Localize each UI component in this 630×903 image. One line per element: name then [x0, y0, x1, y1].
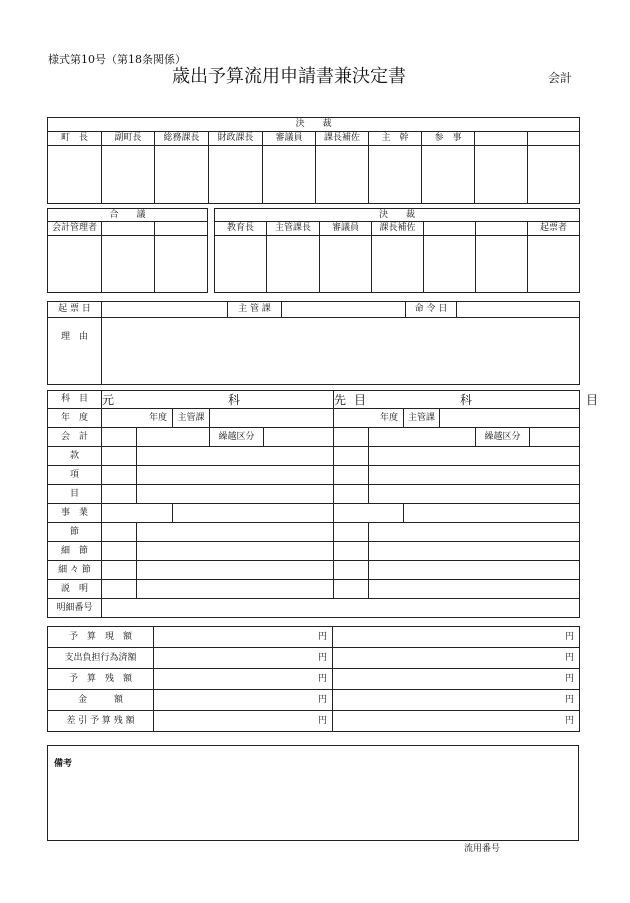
detail-number-field[interactable]	[102, 599, 580, 618]
consult-label: 合 議	[48, 209, 208, 222]
role-cell	[475, 132, 528, 146]
form-number: 様式第10号（第18条関係）	[48, 53, 186, 66]
role-cell: 課長補佐	[372, 222, 424, 236]
role-cell: 町 長	[48, 132, 102, 146]
from-amount-field[interactable]: 円	[154, 627, 333, 648]
stamp-cell[interactable]	[316, 146, 369, 204]
row-label: 明細番号	[48, 599, 102, 618]
stamp-cell[interactable]	[422, 146, 475, 204]
dept-field[interactable]	[282, 302, 406, 318]
row-label: 款	[48, 447, 102, 466]
to-amount-field[interactable]: 円	[333, 648, 580, 669]
role-cell: 会計管理者	[48, 222, 102, 236]
dept-label-cell: 主 管 課	[228, 302, 282, 318]
row-label: 細 々 節	[48, 561, 102, 580]
from-amount-field[interactable]: 円	[154, 711, 333, 732]
from-dept-field[interactable]	[210, 409, 334, 428]
role-cell: 参 事	[422, 132, 475, 146]
order-date-label: 命 令 日	[406, 302, 457, 318]
from-amount-field[interactable]: 円	[154, 648, 333, 669]
account-label: 会 計	[48, 428, 102, 447]
row-label: 節	[48, 523, 102, 542]
dept-label: 会計	[548, 71, 573, 85]
role-cell: 審議員	[263, 132, 316, 146]
to-name[interactable]	[369, 485, 580, 504]
amount-row-label: 予 算 現 額	[48, 627, 154, 648]
from-business-name[interactable]	[173, 504, 334, 523]
to-dept-label: 主管課	[404, 409, 440, 428]
stamp-cell[interactable]	[48, 236, 102, 293]
from-code[interactable]	[102, 466, 137, 485]
from-name[interactable]	[137, 485, 334, 504]
from-dept-label: 主管課	[173, 409, 210, 428]
to-name[interactable]	[369, 561, 580, 580]
reason-field[interactable]	[102, 318, 580, 385]
to-code[interactable]	[334, 485, 369, 504]
stamp-cell[interactable]	[209, 146, 263, 204]
from-name[interactable]	[137, 523, 334, 542]
role-cell: 財政課長	[209, 132, 263, 146]
approval2-label: 決 裁	[215, 209, 580, 222]
role-cell	[528, 132, 580, 146]
to-amount-field[interactable]: 円	[333, 669, 580, 690]
stamp-cell[interactable]	[48, 146, 102, 204]
from-account-code[interactable]	[102, 428, 137, 447]
amounts-table	[47, 626, 580, 732]
from-code[interactable]	[102, 580, 137, 599]
to-code[interactable]	[334, 447, 369, 466]
from-name[interactable]	[137, 542, 334, 561]
amount-row-label: 予 算 残 額	[48, 669, 154, 690]
from-subject-header: 元 科 目	[102, 392, 397, 407]
to-dept-field[interactable]	[440, 409, 580, 428]
to-amount-field[interactable]: 円	[333, 711, 580, 732]
amount-row-label: 支出負担行為済額	[48, 648, 154, 669]
from-year-cell[interactable]: 年度	[102, 409, 173, 428]
to-business-code[interactable]	[334, 504, 404, 523]
role-cell: 主管課長	[267, 222, 320, 236]
from-carryover-label: 繰越区分	[210, 428, 264, 447]
to-carryover-label: 繰越区分	[476, 428, 530, 447]
to-name[interactable]	[369, 580, 580, 599]
from-amount-field[interactable]: 円	[154, 669, 333, 690]
transfer-number-label: 流用番号	[464, 844, 501, 854]
from-account-field[interactable]	[137, 428, 210, 447]
row-label: 事 業	[48, 504, 102, 523]
role-cell: 主 幹	[369, 132, 422, 146]
to-carryover-field[interactable]	[530, 428, 580, 447]
approval-table-main	[47, 117, 580, 204]
to-name[interactable]	[369, 542, 580, 561]
role-cell	[102, 222, 155, 236]
amount-row-label: 差 引 予 算 残 額	[48, 711, 154, 732]
draft-table	[47, 301, 580, 385]
role-cell: 副町長	[102, 132, 155, 146]
consult-table	[47, 208, 208, 293]
from-code[interactable]	[102, 523, 137, 542]
from-code[interactable]	[102, 485, 137, 504]
to-business-name[interactable]	[404, 504, 580, 523]
to-amount-field[interactable]: 円	[333, 627, 580, 648]
subject-label: 科 目	[48, 391, 102, 409]
stamp-cell[interactable]	[320, 236, 372, 293]
amount-row-label: 金 額	[48, 690, 154, 711]
from-amount-field[interactable]: 円	[154, 690, 333, 711]
to-code[interactable]	[334, 580, 369, 599]
to-amount-field[interactable]: 円	[333, 690, 580, 711]
stamp-cell[interactable]	[155, 146, 209, 204]
to-code[interactable]	[334, 523, 369, 542]
role-cell: 課長補佐	[316, 132, 369, 146]
from-name[interactable]	[137, 561, 334, 580]
reason-label: 理 由	[48, 318, 102, 385]
to-code[interactable]	[334, 561, 369, 580]
approval-table-education	[214, 208, 580, 293]
stamp-cell[interactable]	[528, 146, 580, 204]
to-code[interactable]	[334, 542, 369, 561]
row-label: 説 明	[48, 580, 102, 599]
stamp-cell[interactable]	[263, 146, 316, 204]
from-code[interactable]	[102, 561, 137, 580]
from-name[interactable]	[137, 580, 334, 599]
stamp-cell[interactable]	[424, 236, 476, 293]
stamp-cell[interactable]	[369, 146, 422, 204]
draft-date-label: 起 票 日	[48, 302, 102, 318]
page-title: 歳出予算流用申請書兼決定書	[172, 66, 406, 87]
stamp-cell[interactable]	[267, 236, 320, 293]
approval-group-label: 決 裁	[48, 118, 580, 132]
stamp-cell[interactable]	[215, 236, 267, 293]
row-label: 目	[48, 485, 102, 504]
stamp-cell[interactable]	[476, 236, 528, 293]
year-label: 年 度	[48, 409, 102, 428]
to-name[interactable]	[369, 523, 580, 542]
stamp-cell[interactable]	[372, 236, 424, 293]
role-cell	[476, 222, 528, 236]
remarks-label: 備考	[54, 759, 73, 769]
to-name[interactable]	[369, 466, 580, 485]
from-business-code[interactable]	[102, 504, 173, 523]
from-code[interactable]	[102, 447, 137, 466]
to-subject-header: 先 科 目	[334, 392, 629, 407]
role-cell: 審議員	[320, 222, 372, 236]
to-account-field[interactable]	[369, 428, 476, 447]
to-account-code[interactable]	[334, 428, 369, 447]
row-label: 細 節	[48, 542, 102, 561]
to-code[interactable]	[334, 466, 369, 485]
row-label: 項	[48, 466, 102, 485]
role-cell: 起票者	[528, 222, 580, 236]
stamp-cell[interactable]	[102, 146, 155, 204]
from-name[interactable]	[137, 466, 334, 485]
stamp-cell[interactable]	[475, 146, 528, 204]
role-cell: 教育長	[215, 222, 267, 236]
order-date-field[interactable]	[457, 302, 580, 318]
from-carryover-field[interactable]	[264, 428, 334, 447]
to-name[interactable]	[369, 447, 580, 466]
role-cell	[424, 222, 476, 236]
to-year-cell[interactable]: 年度	[334, 409, 404, 428]
stamp-cell[interactable]	[155, 236, 208, 293]
stamp-cell[interactable]	[528, 236, 580, 293]
accounts-table	[47, 390, 629, 618]
remarks-box[interactable]	[47, 745, 579, 841]
role-cell	[155, 222, 208, 236]
from-code[interactable]	[102, 542, 137, 561]
role-cell: 総務課長	[155, 132, 209, 146]
stamp-cell[interactable]	[102, 236, 155, 293]
draft-date-field[interactable]	[102, 302, 228, 318]
from-name[interactable]	[137, 447, 334, 466]
